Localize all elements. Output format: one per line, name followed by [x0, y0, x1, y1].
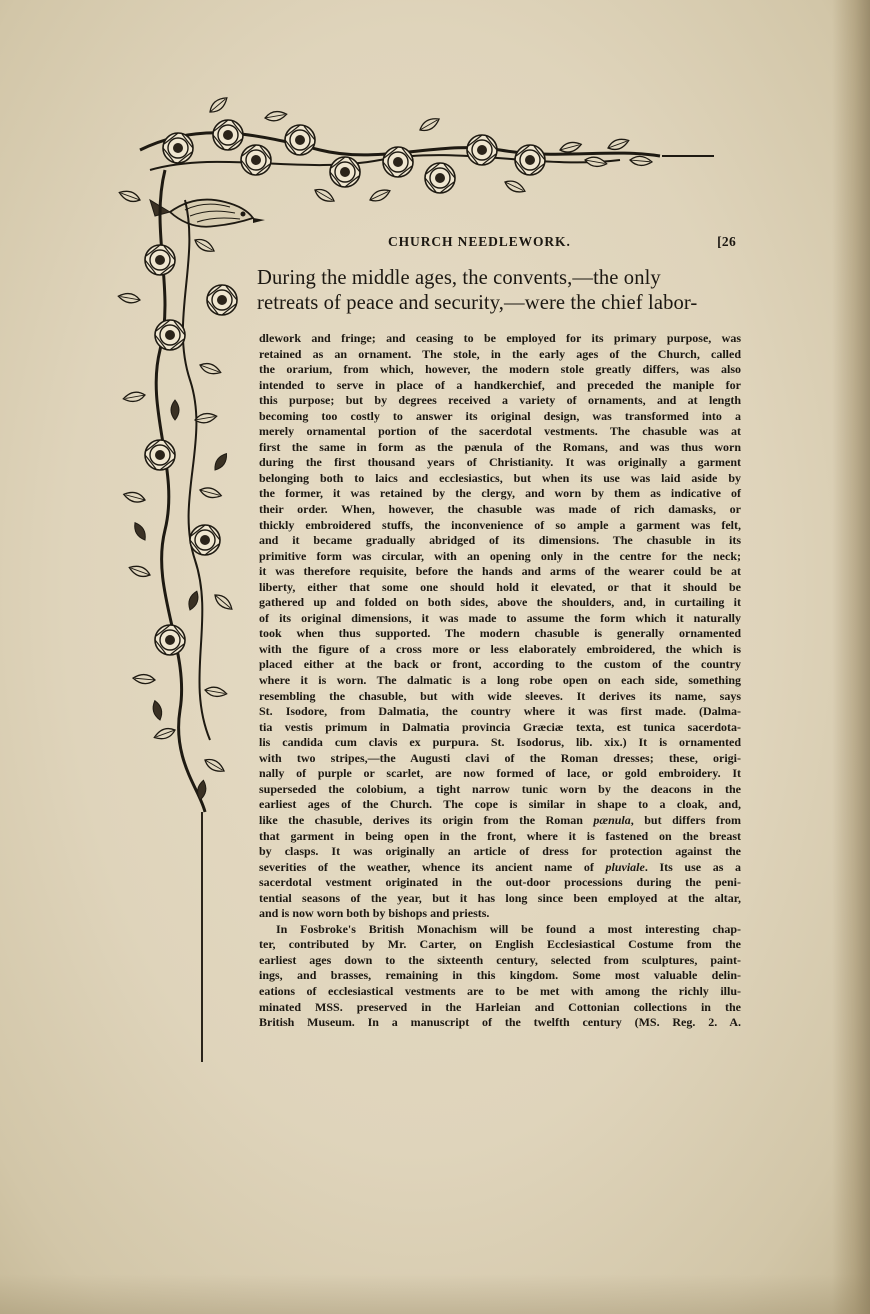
text-line: becoming too costly to answer its original design, was transformed into a	[259, 408, 741, 423]
text-line: liberty, either that some one should hold it elevated, or that it should be	[259, 579, 741, 594]
text-line: that garment in being open in the front, where it is fastened on the breast	[259, 828, 741, 843]
text-line: it was therefore requisite, before the hands and arms of the wearer could be at	[259, 564, 741, 579]
text-line: their order. When, however, the chasuble was made of rich damasks, or	[259, 502, 741, 517]
text-line: ter, contributed by Mr. Carter, on English Ecclesiastical Costume from the	[259, 937, 741, 952]
text-line: gathered up and folded on both sides, above the shoulders, and, in curtailing it	[259, 595, 741, 610]
text-line: the former, it was retained by the clergy, and worn by them as indicative of	[259, 486, 741, 501]
text-line: ings, and brasses, remaining in this kingdom. Some most valuable delin-	[259, 968, 741, 983]
text-line: and is now worn both by bishops and priests.	[259, 906, 490, 921]
text-line: took when thus supported. The modern chasuble is generally ornamented	[259, 626, 741, 641]
text-line: dlework and fringe; and ceasing to be employed for its primary purpose, was	[259, 331, 741, 345]
page-number: [26	[717, 234, 736, 249]
text-line: primitive form was circular, with an opening only in the centre for the neck;	[259, 548, 741, 563]
body-text	[259, 331, 741, 1031]
text-line: In Fosbroke's British Monachism will be found a most interesting chap-	[276, 921, 741, 936]
text-line: sacerdotal vestment originated in the out-door processions during the peni-	[259, 875, 741, 890]
text-line: belonging both to laics and ecclesiastics, but when its use was laid aside by	[259, 470, 741, 485]
text-line: and it became gradually abridged of its dimensions. The chasuble in its	[259, 533, 741, 548]
text-line: earliest ages of the Church. The cope is similar in shape to a cloak, and,	[259, 797, 741, 812]
running-head	[388, 234, 740, 254]
text-line: severities of the weather, whence its ancient name of pluviale. Its use as a	[259, 859, 741, 874]
text-line: with two stripes,—the Augusti clavi of the Roman dresses; these, origi-	[259, 750, 741, 765]
text-line: the orarium, from which, however, the modern stole greatly differs, was also	[259, 362, 741, 377]
text-line: with the figure of a cross more or less elaborately embroidered, the which is	[259, 641, 741, 656]
text-line: minated MSS. preserved in the Harleian and Cottonian collections in the	[259, 999, 741, 1014]
text-line: like the chasuble, derives its origin from the Roman pænula, but differs from	[259, 812, 741, 827]
text-line: first the same in form as the pænula of the Romans, and was thus worn	[259, 439, 741, 454]
text-line: merely ornamental portion of the sacerdotal vestments. The chasuble was at	[259, 424, 741, 439]
text-line: this purpose; but by degrees received a variety of ornaments, and at length	[259, 393, 741, 408]
text-line: placed either at the back or front, according to the custom of the country	[259, 657, 741, 672]
page-edge-shadow	[832, 0, 870, 1314]
text-line: nally of purple or scarlet, are now formed of lace, or gold embroidery. It	[259, 766, 741, 781]
text-line: thickly embroidered stuffs, the inconvenience of so ample a garment was felt,	[259, 517, 741, 532]
running-head-title: CHURCH NEEDLEWORK.	[388, 234, 571, 249]
text-line: tential seasons of the year, but it has long since been employed at the altar,	[259, 890, 741, 905]
text-line: of its original dimensions, it was made to assume the form which it naturally	[259, 610, 741, 625]
text-line: British Museum. In a manuscript of the twelfth century (MS. Reg. 2. A.	[259, 1015, 741, 1030]
text-line: superseded the colobium, a tight narrow tunic worn by the deacons in the	[259, 781, 741, 796]
opening-line: retreats of peace and security,—were the chief labor-	[257, 292, 698, 314]
bird-illustration	[150, 200, 265, 227]
ornament-vertical-rule	[201, 812, 203, 1062]
opening-lines	[257, 266, 741, 316]
text-line: intended to serve in place of a handkerchief, and preceded the maniple for	[259, 377, 741, 392]
text-line: retained as an ornament. The stole, in the early ages of the Church, called	[259, 346, 741, 361]
text-line: St. Isodore, from Dalmatia, the country where it was first made. (Dalma-	[259, 704, 741, 719]
text-line: earliest ages down to the sixteenth century, selected from sculptures, paint-	[259, 952, 741, 967]
text-line: during the first thousand years of Christianity. It was originally a garment	[259, 455, 741, 470]
page-bottom-shadow	[0, 1274, 870, 1314]
text-line: tia vestis primum in Dalmatia provincia Græciæ texta, est tunica sacerdota-	[259, 719, 741, 734]
opening-line: During the middle ages, the convents,—the only	[257, 267, 661, 289]
text-line: lis candida cum clavis ex purpura. St. Isodorus, lib. xix.) It is ornamented	[259, 735, 741, 750]
text-line: where it is worn. The dalmatic is a long robe open on each side, something	[259, 673, 741, 688]
text-line: eations of ecclesiastical vestments are to be met with among the richly illu-	[259, 983, 741, 998]
text-line: by clasps. It was originally an article of dress for protection against the	[259, 844, 741, 859]
text-line: resembling the chasuble, but with wide sleeves. It derives its name, says	[259, 688, 741, 703]
